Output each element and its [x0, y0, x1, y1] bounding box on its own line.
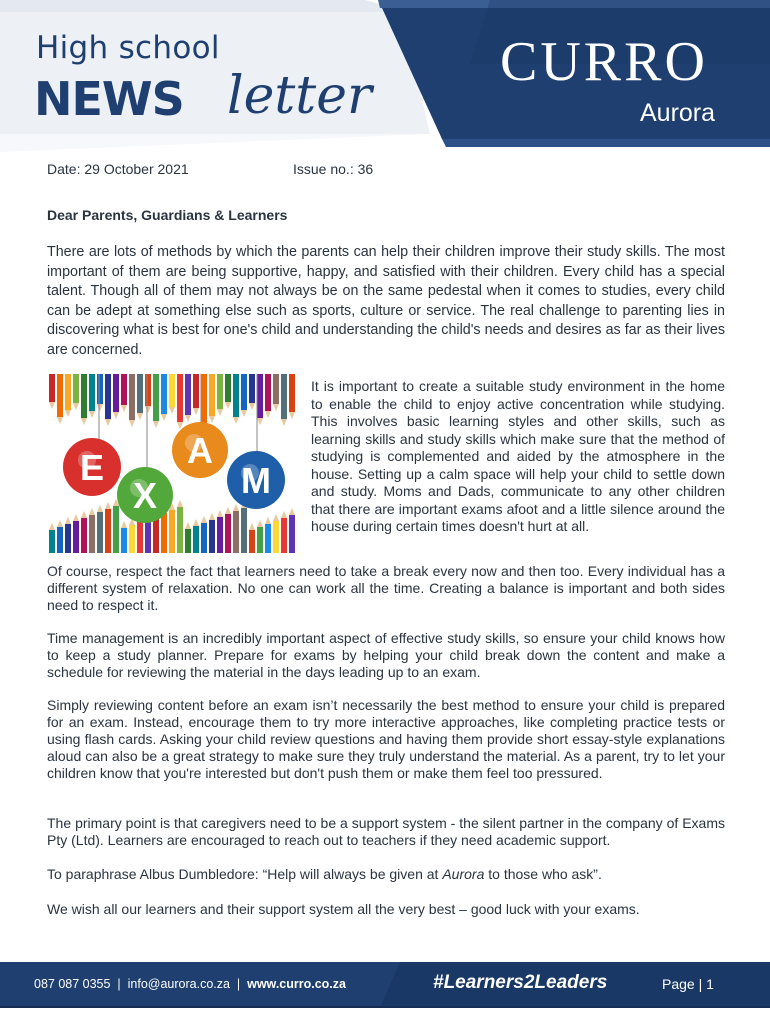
- letter-a: A: [187, 430, 213, 471]
- issue-date: Date: 29 October 2021: [47, 161, 189, 177]
- pencil-bottom: [73, 521, 79, 553]
- pencil-top: [129, 374, 135, 420]
- pencil-bottom: [193, 526, 199, 553]
- pencil-bottom: [185, 529, 191, 553]
- footer-contact: [34, 977, 346, 991]
- pencil-bottom: [97, 512, 103, 553]
- pencil-bottom: [201, 523, 207, 553]
- pencil-top: [193, 374, 199, 408]
- pencil-top: [265, 374, 271, 411]
- pencil-top: [201, 374, 207, 423]
- pencil-bottom: [289, 515, 295, 553]
- pencil-top: [105, 374, 111, 419]
- pencil-top: [81, 374, 87, 418]
- paragraph-time-management: Time management is an incredibly important aspect of effective study skills, so ensure your child knows how to keep a study planner. Prepare for exams by helping your child break down the content and make a schedule for reviewing the material in the days leading up to an exam.: [47, 630, 725, 680]
- pencil-top: [185, 374, 191, 415]
- issue-number: Issue no.: 36: [293, 161, 374, 177]
- pencil-bottom: [177, 507, 183, 553]
- pencil-bottom: [225, 514, 231, 553]
- pencil-bottom: [49, 530, 55, 553]
- title-news: NEWS: [34, 72, 184, 126]
- paragraph-reviewing: Simply reviewing content before an exam isn’t necessarily the best method to ensure your child is prepared for an exam. Instead, encourage them to try more interactive approaches, like completing practice tests or using flash cards. Asking your child review questions and having them provide short essay-style explanations aloud can also be a great strategy to make sure they truly understand the material. As a parent, try to let your children know that you're interested but don't push them or make them feel too pressured.: [47, 697, 725, 781]
- pencil-top: [241, 374, 247, 410]
- pencil-top: [89, 374, 95, 411]
- pencil-bottom: [281, 518, 287, 553]
- exam-illustration: [47, 374, 298, 553]
- footer-email[interactable]: info@aurora.co.za: [127, 977, 230, 991]
- footer-phone[interactable]: 087 087 0355: [34, 977, 111, 991]
- pencil-top: [257, 374, 263, 418]
- page-number: 1: [706, 976, 714, 992]
- pencil-top: [49, 374, 55, 402]
- pencil-top: [65, 374, 71, 410]
- pencil-top: [273, 374, 279, 404]
- pencil-bottom: [169, 510, 175, 553]
- pencil-top: [145, 374, 151, 406]
- pencil-bottom: [161, 513, 167, 553]
- pencil-bottom: [65, 524, 71, 553]
- pencil-top: [233, 374, 239, 417]
- pencil-bottom: [257, 527, 263, 553]
- salutation: Dear Parents, Guardians & Learners: [47, 207, 288, 223]
- pencil-top: [249, 374, 255, 403]
- pencil-bottom: [89, 515, 95, 553]
- pencil-top: [217, 374, 223, 409]
- pencil-top: [73, 374, 79, 403]
- page-label: Page: [662, 976, 695, 992]
- page-separator: |: [698, 976, 703, 992]
- pencil-top: [225, 374, 231, 402]
- page-indicator: [662, 976, 714, 992]
- pencil-top: [113, 374, 119, 412]
- pencil-bottom: [241, 508, 247, 553]
- paragraph-support: The primary point is that caregivers need to be a support system - the silent partner in the company of Exams Pty (Ltd). Learners are encouraged to reach out to teachers if they need academic support.: [47, 815, 725, 848]
- paragraph-intro: There are lots of methods by which the parents can help their children improve their study skills. The most important of them are being supportive, happy, and satisfied with their children. Every child has a special talent. Though all of them may not always be on the same pedestal when it comes to studies, every child can be adept at something else such as sports, culture or service. The real challenge to parenting lies in discovering what is best for one's child and understanding the child's needs and desires as far as their lives are concerned.: [47, 244, 725, 358]
- title-letter: letter: [227, 66, 372, 126]
- pencil-top: [289, 374, 295, 412]
- footer-website[interactable]: www.curro.co.za: [247, 977, 346, 991]
- quote-text-after: to those who ask”.: [484, 866, 602, 882]
- paragraph-quote: [47, 866, 725, 883]
- title-high-school: High school: [36, 30, 220, 66]
- letter-x: X: [132, 475, 158, 516]
- newsletter-header: [0, 0, 770, 152]
- quote-text-before: To paraphrase Albus Dumbledore: “Help will always be given at: [47, 866, 443, 882]
- paragraph-closing: We wish all our learners and their support system all the very best – good luck with your exams.: [47, 901, 640, 917]
- footer-separator: |: [117, 977, 121, 991]
- letter-e: E: [79, 447, 105, 488]
- pencil-bottom: [121, 528, 127, 553]
- pencil-top: [281, 374, 287, 419]
- pencil-top: [137, 374, 143, 413]
- pencil-bottom: [137, 522, 143, 553]
- pencil-bottom: [265, 524, 271, 553]
- newsletter-footer: [0, 962, 770, 1008]
- pencil-bottom: [209, 520, 215, 553]
- paragraph-environment: It is important to create a suitable study environment in the home to enable the child to enjoy active concentration while studying. This involves basic learning styles and other skills, such as learning skills and study skills which make sure that the method of studying is complemented and aided by the atmosphere in the house. Setting up a calm space will help your child to settle down and study. Moms and Dads, communicate to any other children that there are important exams afoot and a little silence around the house during certain times doesn't hurt at all.: [311, 378, 725, 534]
- footer-hashtag: #Learners2Leaders: [433, 972, 608, 993]
- pencil-bottom: [129, 525, 135, 553]
- pencil-top: [57, 374, 63, 417]
- pencil-top: [177, 374, 183, 422]
- curro-logo: CURRO: [500, 31, 708, 93]
- pencil-bottom: [105, 509, 111, 553]
- pencil-bottom: [153, 516, 159, 553]
- pencil-bottom: [113, 506, 119, 553]
- pencil-top: [169, 374, 175, 407]
- quote-italic-aurora: Aurora: [442, 866, 485, 882]
- pencil-top: [209, 374, 215, 416]
- pencil-bottom: [81, 518, 87, 553]
- pencil-top: [161, 374, 167, 414]
- footer-separator: |: [236, 977, 241, 991]
- pencil-bottom: [217, 517, 223, 553]
- school-name: Aurora: [640, 99, 716, 127]
- pencil-bottom: [249, 530, 255, 553]
- pencil-top: [97, 374, 103, 404]
- pencil-bottom: [145, 519, 151, 553]
- paragraph-breaks: Of course, respect the fact that learners need to take a break every now and then too. Every individual has a different system of relaxation. No one can work all the time. Creating a balance is important and both sides need to respect it.: [47, 563, 725, 613]
- pencil-bottom: [233, 511, 239, 553]
- letter-m: M: [241, 460, 271, 501]
- pencil-top: [121, 374, 127, 405]
- pencil-bottom: [273, 521, 279, 553]
- pencil-bottom: [57, 527, 63, 553]
- pencil-top: [153, 374, 159, 421]
